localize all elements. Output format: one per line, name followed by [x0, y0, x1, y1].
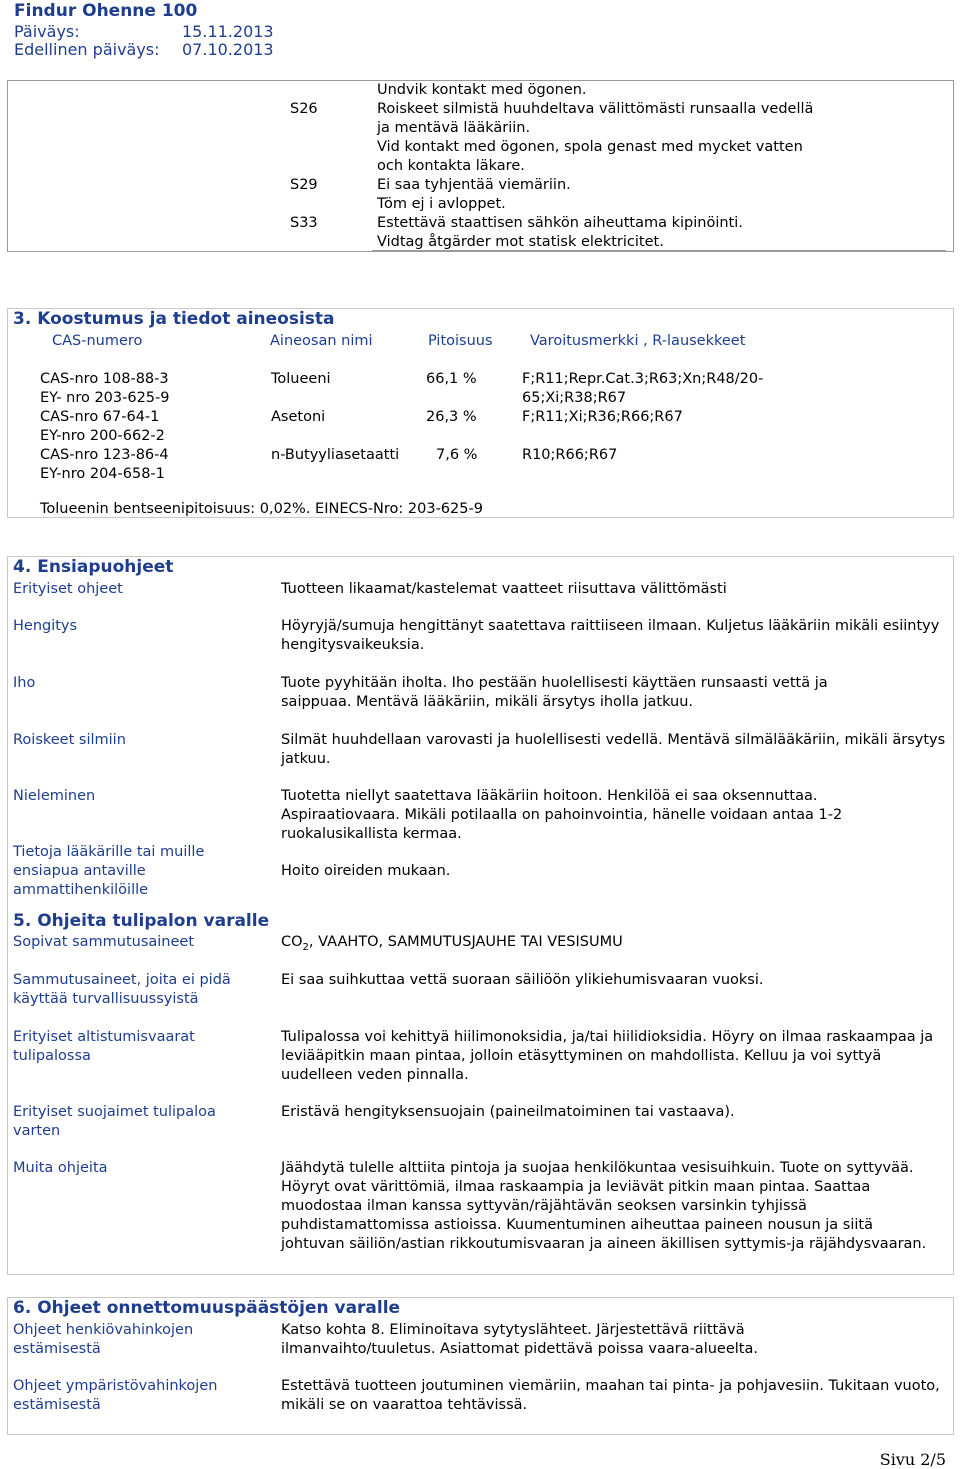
section3-title: 3. Koostumus ja tiedot aineosista	[13, 309, 335, 329]
concentration: 7,6 %	[436, 447, 478, 463]
col-header-name: Aineosan nimi	[270, 333, 373, 349]
firstaid-text: Tuote pyyhitään iholta. Iho pestään huolellisesti käyttäen runsaasti vettä ja saippuaa. Mentävä lääkäriin, mikäli ärsytys iholla jatkuu.	[281, 675, 828, 710]
section6-title: 6. Ohjeet onnettomuuspäästöjen varalle	[13, 1298, 401, 1318]
document-title: Findur Ohenne 100	[14, 1, 198, 21]
date-row	[14, 22, 274, 41]
s-underline	[372, 250, 946, 251]
firstaid-label: Nieleminen	[13, 788, 96, 804]
r-phrases: F;R11;Xi;R36;R66;R67	[522, 409, 683, 425]
r-phrases: F;R11;Repr.Cat.3;R63;Xn;R48/20-	[522, 371, 764, 387]
col-header-warn: Varoitusmerkki , R-lausekkeet	[530, 333, 746, 349]
firstaid-text: Tuotetta niellyt saatettava lääkäriin hoitoon. Henkilöä ei saa oksennuttaa. Aspiraatiovaara. Mikäli potilaalla on pahoinvointia, hänelle voidaan antaa 1-2 ruokalusikallista kermaa.	[281, 788, 843, 842]
s-line: Vidtag åtgärder mot statisk elektricitet.	[377, 234, 664, 250]
fire-text: Ei saa suihkuttaa vettä suoraan säiliöön ylikiehumisvaaran vuoksi.	[281, 972, 764, 988]
s-line: Roiskeet silmistä huuhdeltava välittömästi runsaalla vedellä	[377, 101, 814, 117]
extinguishing-media: $CO_2$, VAAHTO, SAMMUTUSJAUHE TAI VESISUMU	[281, 934, 623, 953]
firstaid-text: Hoito oireiden mukaan.	[281, 863, 451, 879]
ey-number: EY-nro 204-658-1	[40, 466, 165, 482]
firstaid-text: Höyryjä/sumuja hengittänyt saatettava raittiiseen ilmaan. Kuljetus lääkäriin mikäli esiintyy hengitysvaikeuksia.	[281, 618, 940, 653]
fire-label: Erityiset altistumisvaarat tulipalossa	[13, 1029, 195, 1064]
page-number: Sivu 2/5	[879, 1450, 946, 1469]
s-intro-line: Undvik kontakt med ögonen.	[377, 82, 587, 98]
cas-number: CAS-nro 108-88-3	[40, 371, 169, 387]
cas-number: CAS-nro 67-64-1	[40, 409, 160, 425]
firstaid-label: Erityiset ohjeet	[13, 581, 123, 597]
s-line: ja mentävä lääkäriin.	[377, 120, 531, 136]
s-line: Vid kontakt med ögonen, spola genast med mycket vatten	[377, 139, 803, 155]
cas-number: CAS-nro 123-86-4	[40, 447, 169, 463]
concentration: 26,3 %	[426, 409, 477, 425]
concentration: 66,1 %	[426, 371, 477, 387]
firstaid-text: Silmät huuhdellaan varovasti ja huolellisesti vedellä. Mentävä silmälääkäriin, mikäli ärsytys jatkuu.	[281, 732, 946, 767]
fire-text: Tulipalossa voi kehittyä hiilimonoksidia, ja/tai hiilidioksidia. Höyry on ilmaa raskaampaa ja leviääpitkin maan pintaa, jolloin etäsyttyminen on mahdollista. Kelluu ja voi syttyä uudelleen veden pinnalla.	[281, 1029, 934, 1083]
col-header-cas: CAS-numero	[52, 333, 143, 349]
date-value: 15.11.2013	[182, 22, 274, 41]
fire-label: Erityiset suojaimet tulipaloa varten	[13, 1104, 216, 1139]
s-line: Estettävä staattisen sähkön aiheuttama kipinöinti.	[377, 215, 743, 231]
ingredient-name: Tolueeni	[271, 371, 331, 387]
section5-title: 5. Ohjeita tulipalon varalle	[13, 911, 270, 931]
firstaid-label: Hengitys	[13, 618, 78, 634]
section4-title: 4. Ensiapuohjeet	[13, 557, 174, 577]
release-label: Ohjeet ympäristövahinkojen estämisestä	[13, 1378, 218, 1413]
prev-date-row	[14, 40, 274, 59]
firstaid-text: Tuotteen likaamat/kastelemat vaatteet riisuttava välittömästi	[281, 581, 727, 597]
release-text: Katso kohta 8. Eliminoitava sytytyslähteet. Järjestettävä riittävä ilmanvaihto/tuuletus. Asiattomat pidettävä poissa vaara-alueelta.	[281, 1322, 758, 1357]
col-header-conc: Pitoisuus	[428, 333, 493, 349]
benzene-note: Tolueenin bentseenipitoisuus: 0,02%. EINECS-Nro: 203-625-9	[40, 501, 483, 517]
firstaid-label: Tietoja lääkärille tai muille ensiapua antaville ammattihenkilöille	[13, 844, 205, 898]
fire-label: Sopivat sammutusaineet	[13, 934, 195, 950]
fire-label: Muita ohjeita	[13, 1160, 108, 1176]
s-line: Ei saa tyhjentää viemäriin.	[377, 177, 571, 193]
ey-number: EY-nro 200-662-2	[40, 428, 165, 444]
firstaid-label: Roiskeet silmiin	[13, 732, 126, 748]
release-label: Ohjeet henkiövahinkojen estämisestä	[13, 1322, 194, 1357]
s-code: S29	[290, 177, 318, 193]
fire-text: Eristävä hengityksensuojain (paineilmatoiminen tai vastaava).	[281, 1104, 735, 1120]
ingredient-name: Asetoni	[271, 409, 326, 425]
s-code: S26	[290, 101, 318, 117]
s-line: och kontakta läkare.	[377, 158, 525, 174]
r-phrases: R10;R66;R67	[522, 447, 618, 463]
firstaid-label: Iho	[13, 675, 36, 691]
prev-date-label: Edellinen päiväys:	[14, 40, 160, 59]
date-label: Päiväys:	[14, 22, 80, 41]
ingredient-name: n-Butyyliasetaatti	[271, 447, 400, 463]
r-phrases: 65;Xi;R38;R67	[522, 390, 627, 406]
ey-number: EY- nro 203-625-9	[40, 390, 170, 406]
fire-label: Sammutusaineet, joita ei pidä käyttää turvallisuussyistä	[13, 972, 231, 1007]
release-text: Estettävä tuotteen joutuminen viemäriin, maahan tai pinta- ja pohjavesiin. Tukitaan vuoto, mikäli se on vaarattoa tehtävissä.	[281, 1378, 940, 1413]
prev-date-value: 07.10.2013	[182, 40, 274, 59]
s-line: Töm ej i avloppet.	[377, 196, 506, 212]
fire-text: Jäähdytä tulelle alttiita pintoja ja suojaa henkilökuntaa vesisuihkuin. Tuote on syttyvää. Höyryt ovat värittömiä, ilmaa raskaampia ja leviävät pitkin maan pintaa. Saattaa muodostaa ilman kanssa syttyvän/räjähtävän seoksen varsinkin tyhjissä puhdistamattomissa astioissa. Kuumentuminen aiheuttaa paineen nousun ja siitä johtuvan säiliön/astian rikkoutumisvaaran ja aineen äkillisen syttymis-ja räjähdysvaaran.	[281, 1160, 927, 1252]
s-code: S33	[290, 215, 318, 231]
